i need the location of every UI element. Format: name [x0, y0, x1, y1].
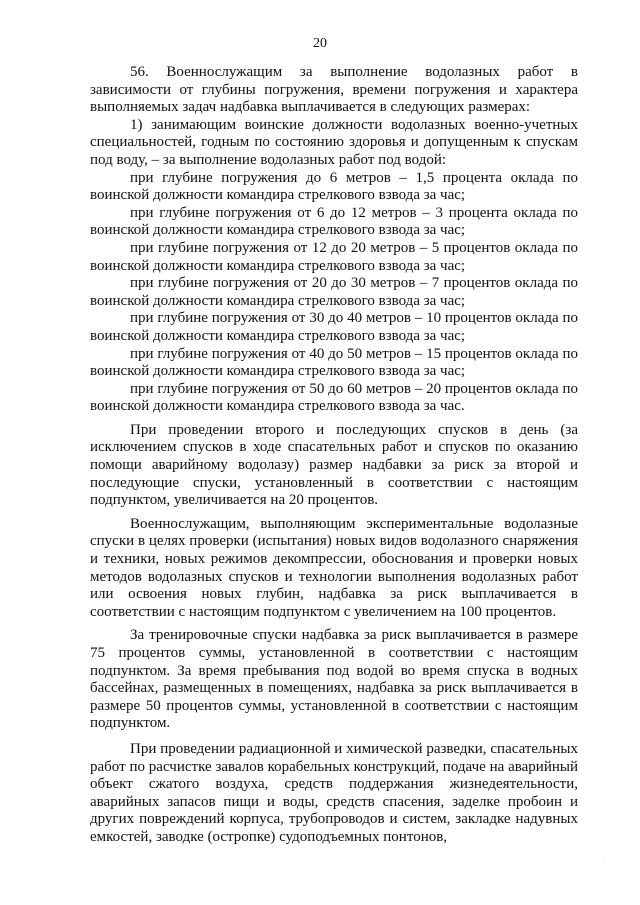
paragraph-depth-up-to-6: при глубине погружения до 6 метров – 1,5 процента оклада по воинской должности командира стрелкового взвода за час; [90, 169, 578, 204]
paragraph-depth-50-60: при глубине погружения от 50 до 60 метров – 20 процентов оклада по воинской должности командира стрелкового взвода за час. [90, 380, 578, 415]
document-body [90, 64, 578, 847]
paragraph-56-intro: 56. Военнослужащим за выполнение водолазных работ в зависимости от глубины погружения, времени погружения и характера выполняемых задач надбавка выплачивается в следующих размерах: [90, 64, 578, 116]
paragraph-subitem-1: 1) занимающим воинские должности водолазных военно-учетных специальностей, годным по состоянию здоровья и допущенным к спускам под воду, – за выполнение водолазных работ под водой: [90, 116, 578, 168]
scan-speck [604, 858, 605, 859]
page-number: 20 [313, 36, 327, 51]
paragraph-repeat-descents: При проведении второго и последующих спусков в день (за исключением спусков в ходе спасательных работ и спусков по оказанию помощи аварийному водолазу) размер надбавки за риск за второй и последующие спуски, установленный в соответствии с настоящим подпунктом, увеличивается на 20 процентов. [90, 421, 578, 509]
paragraph-depth-30-40: при глубине погружения от 30 до 40 метров – 10 процентов оклада по воинской должности командира стрелкового взвода за час; [90, 310, 578, 344]
paragraph-depth-40-50: при глубине погружения от 40 до 50 метров – 15 процентов оклада по воинской должности командира стрелкового взвода за час; [90, 345, 578, 380]
paragraph-depth-12-20: при глубине погружения от 12 до 20 метров – 5 процентов оклада по воинской должности командира стрелкового взвода за час; [90, 239, 578, 274]
paragraph-experimental-descents: Военнослужащим, выполняющим экспериментальные водолазные спуски в целях проверки (испытания) новых видов водолазного снаряжения и техники, новых режимов декомпрессии, обоснования и проверки новых методов водолазных спусков и технологии выполнения водолазных работ или освоения новых глубин, надбавка за риск выплачивается в соответствии с настоящим подпунктом с увеличением на 100 процентов. [90, 515, 578, 620]
paragraph-training-descents: За тренировочные спуски надбавка за риск выплачивается в размере 75 процентов суммы, установленной в соответствии с настоящим подпунктом. За время пребывания под водой во время спуска в водных бассейнах, размещенных в помещениях, надбавка за риск выплачивается в размере 50 процентов суммы, установленной в соответствии с настоящим подпунктом. [90, 627, 578, 732]
paragraph-depth-6-12: при глубине погружения от 6 до 12 метров – 3 процента оклада по воинской должности командира стрелкового взвода за час; [90, 204, 578, 239]
paragraph-depth-20-30: при глубине погружения от 20 до 30 метров – 7 процентов оклада по воинской должности командира стрелкового взвода за час; [90, 275, 578, 309]
paragraph-radiation-reconnaissance: При проведении радиационной и химической разведки, спасательных работ по расчистке завалов корабельных конструкций, подаче на аварийный объект сжатого воздуха, средств поддержания жизнедеятельности, аварийных запасов пищи и воды, средств спасения, заделке пробоин и других повреждений корпуса, трубопроводов и систем, закладке надувных емкостей, заводке (остропке) судоподъемных понтонов, [90, 740, 578, 845]
